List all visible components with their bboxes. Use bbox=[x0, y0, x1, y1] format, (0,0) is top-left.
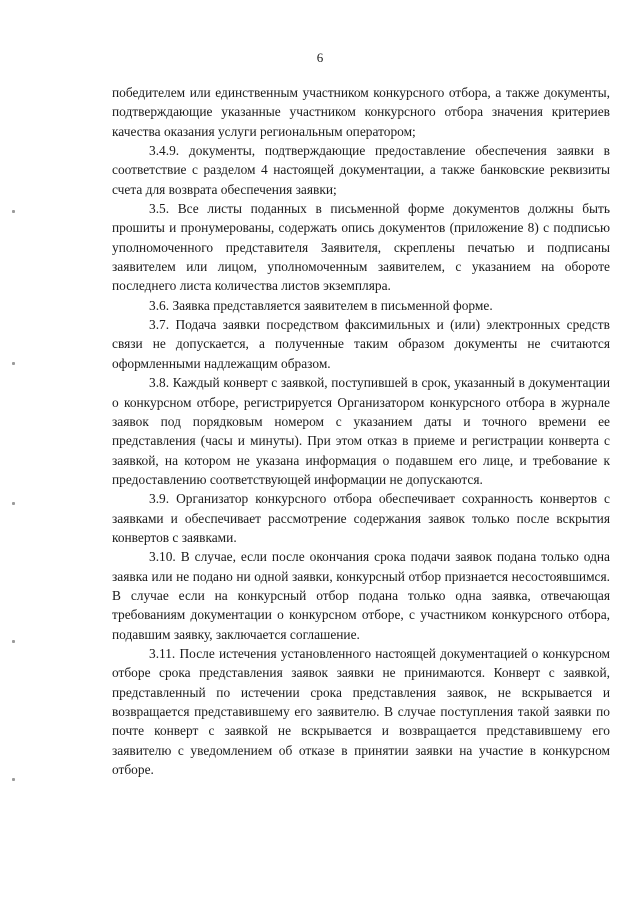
page-number: 6 bbox=[316, 50, 324, 65]
paragraph-text: Все листы поданных в письменной форме документов должны быть прошиты и пронумерованы, содержать опись документов (приложение 8) с подписью уполномоченного представителя Заявителя, скреплены печатью и подписаны заявителем или лицом, уполномоченным заявителем, с указанием на обороте последнего листа количества листов экземпляра. bbox=[112, 201, 610, 294]
scan-dot bbox=[12, 210, 15, 213]
paragraph-text: Организатор конкурсного отбора обеспечивает сохранность конвертов с заявками и обеспечивает рассмотрение содержания заявок только после вскрытия конвертов с заявками. bbox=[112, 491, 610, 545]
paragraph-number: 3.10. bbox=[149, 549, 176, 565]
scan-dot bbox=[12, 502, 15, 505]
paragraph-3-9 bbox=[112, 489, 610, 547]
scan-dot bbox=[12, 640, 15, 643]
paragraph-3-11 bbox=[112, 644, 610, 779]
paragraph-text: После истечения установленного настоящей документацией о конкурсном отборе срока представления заявок заявки не принимаются. Конверт с заявкой, представленный по истечении срока представления заявок, не вскрывается и возвращается представившему его заявителю. В случае поступления такой заявки по почте конверт с заявкой не вскрывается и возвращается представившему его заявителю с уведомлением об отказе в принятии заявки на участие в конкурсном отборе. bbox=[112, 645, 610, 778]
paragraph-text: В случае, если после окончания срока подачи заявок подана только одна заявка или не подано ни одной заявки, конкурсный отбор признается несостоявшимся. В случае если на конкурсный отбор подана только одна заявка, отвечающая требованиям документации о конкурсном отборе, с участником конкурсного отбора, подавшим заявку, заключается соглашение. bbox=[112, 549, 610, 642]
paragraph-number: 3.8. bbox=[149, 375, 170, 391]
paragraph-3-8 bbox=[112, 373, 610, 489]
paragraph-3-7 bbox=[112, 315, 610, 373]
paragraph-continuation bbox=[112, 83, 610, 141]
scan-dot bbox=[12, 778, 15, 781]
paragraph-3-6 bbox=[112, 296, 610, 315]
document-body bbox=[112, 83, 610, 779]
paragraph-3-5 bbox=[112, 199, 610, 296]
paragraph-text: Подача заявки посредством факсимильных и (или) электронных средств связи не допускается, а полученные таким образом документы не считаются оформленными надлежащим образом. bbox=[112, 317, 610, 371]
paragraph-number: 3.7. bbox=[149, 317, 170, 333]
paragraph-text: документы, подтверждающие предоставление обеспечения заявки в соответствие с разделом 4 настоящей документации, а также банковские реквизиты счета для возврата обеспечения заявки; bbox=[112, 143, 610, 197]
paragraph-text: Заявка представляется заявителем в письменной форме. bbox=[172, 297, 493, 313]
paragraph-3-10 bbox=[112, 547, 610, 644]
paragraph-number: 3.5. bbox=[149, 201, 170, 217]
scan-dot bbox=[12, 362, 15, 365]
paragraph-number: 3.11. bbox=[149, 645, 176, 661]
paragraph-text: победителем или единственным участником конкурсного отбора, а также документы, подтверждающие указанные участником конкурсного отбора значения критериев качества оказания услуги региональным оператором; bbox=[112, 85, 610, 139]
paragraph-number: 3.9. bbox=[149, 491, 170, 507]
paragraph-3-4-9 bbox=[112, 141, 610, 199]
paragraph-number: 3.6. bbox=[149, 297, 170, 313]
paragraph-number: 3.4.9. bbox=[149, 143, 180, 159]
paragraph-text: Каждый конверт с заявкой, поступившей в срок, указанный в документации о конкурсном отборе, регистрируется Организатором конкурсного отбора в журнале заявок под порядковым номером с указанием даты и точного времени ее представления (часы и минуты). При этом отказ в приеме и регистрации конверта с заявкой, на котором не указана информация о подавшем его лице, и требование к предоставлению соответствующей информации не допускаются. bbox=[112, 375, 610, 487]
